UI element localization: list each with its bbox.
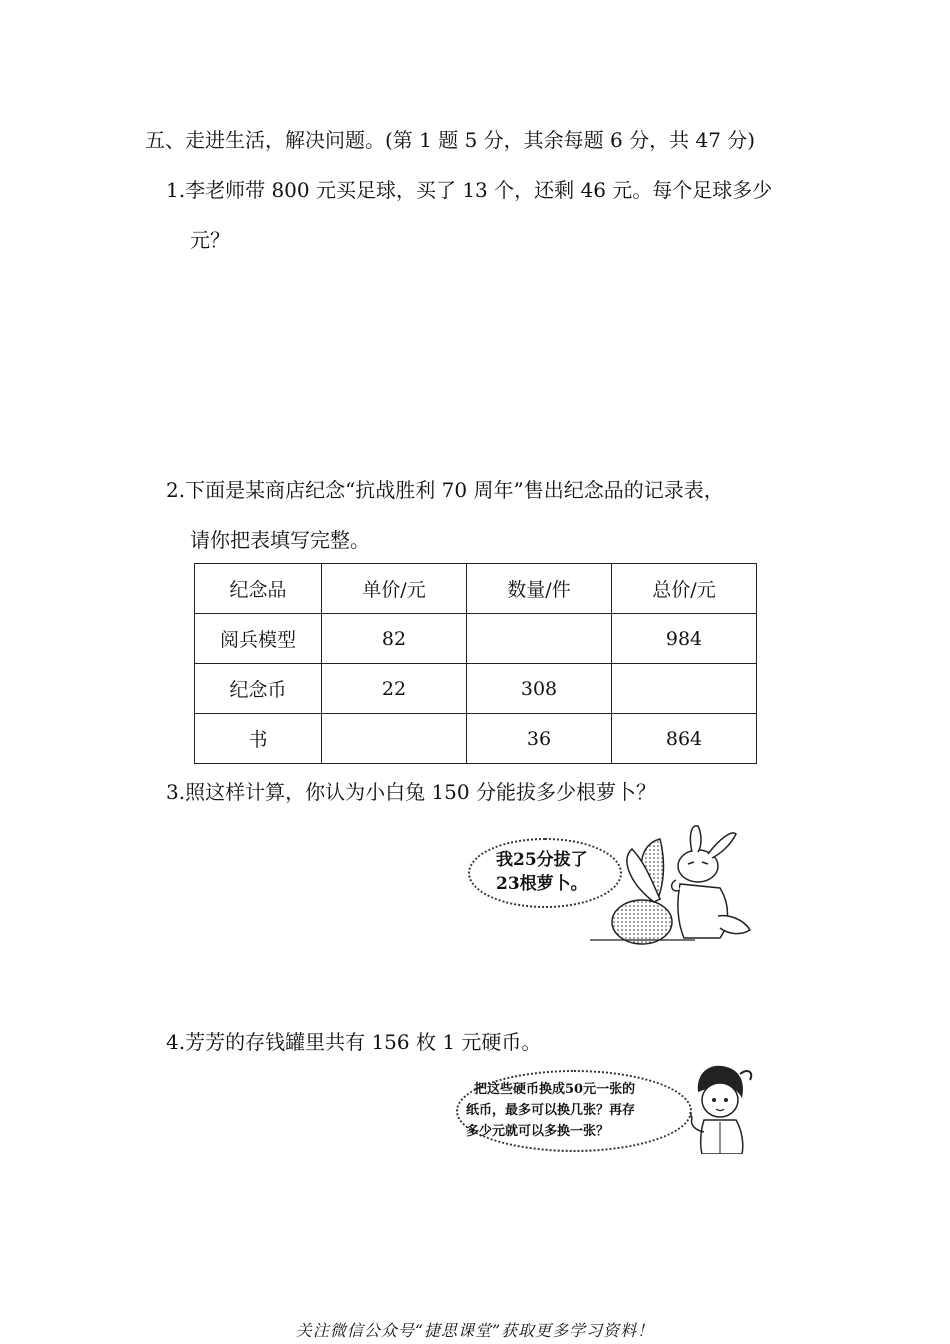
table-cell-blank[interactable] — [612, 664, 757, 714]
table-header-cell: 纪念品 — [195, 564, 322, 614]
question-1-line-1: 1.李老师带 800 元买足球，买了 13 个，还剩 46 元。每个足球多少 — [166, 178, 773, 202]
girl-bubble-line-1: 把这些硬币换成50元一张的 — [474, 1082, 636, 1097]
table-cell: 82 — [322, 614, 467, 664]
girl-illustration — [684, 1062, 756, 1154]
question-4-line-1: 4.芳芳的存钱罐里共有 156 枚 1 元硬币。 — [166, 1030, 542, 1054]
table-cell: 36 — [467, 714, 612, 764]
table-cell: 984 — [612, 614, 757, 664]
table-header-cell: 数量/件 — [467, 564, 612, 614]
table-cell: 书 — [195, 714, 322, 764]
table-row — [195, 714, 757, 764]
question-1-line-2: 元？ — [190, 228, 230, 252]
question-2-line-1: 2.下面是某商店纪念“抗战胜利 70 周年”售出纪念品的记录表， — [166, 478, 724, 502]
rabbit-bubble-line-2: 23根萝卜。 — [496, 874, 588, 894]
girl-bubble-line-2: 纸币，最多可以换几张？再存 — [466, 1103, 636, 1118]
table-header-cell: 单价/元 — [322, 564, 467, 614]
rabbit-carrot-illustration — [580, 824, 760, 948]
table-cell: 纪念币 — [195, 664, 322, 714]
footer-note: 关注微信公众号“捷思课堂”获取更多学习资料！ — [295, 1321, 655, 1340]
section-heading: 五、走进生活，解决问题。(第 1 题 5 分，其余每题 6 分，共 47 分) — [145, 128, 756, 152]
table-cell: 864 — [612, 714, 757, 764]
table-cell: 22 — [322, 664, 467, 714]
table-cell: 阅兵模型 — [195, 614, 322, 664]
girl-bubble-line-3: 多少元就可以多换一张？ — [466, 1124, 610, 1139]
table-header-cell: 总价/元 — [612, 564, 757, 614]
rabbit-bubble-line-1: 我25分拔了 — [496, 850, 588, 870]
table-cell-blank[interactable] — [322, 714, 467, 764]
question-3-line-1: 3.照这样计算，你认为小白兔 150 分能拔多少根萝卜？ — [166, 780, 656, 804]
table-row — [195, 664, 757, 714]
question-2-line-2: 请你把表填写完整。 — [190, 528, 370, 552]
table-cell: 308 — [467, 664, 612, 714]
table-row — [195, 614, 757, 664]
table-header-row — [195, 564, 757, 614]
sales-record-table — [194, 563, 757, 764]
table-cell-blank[interactable] — [467, 614, 612, 664]
